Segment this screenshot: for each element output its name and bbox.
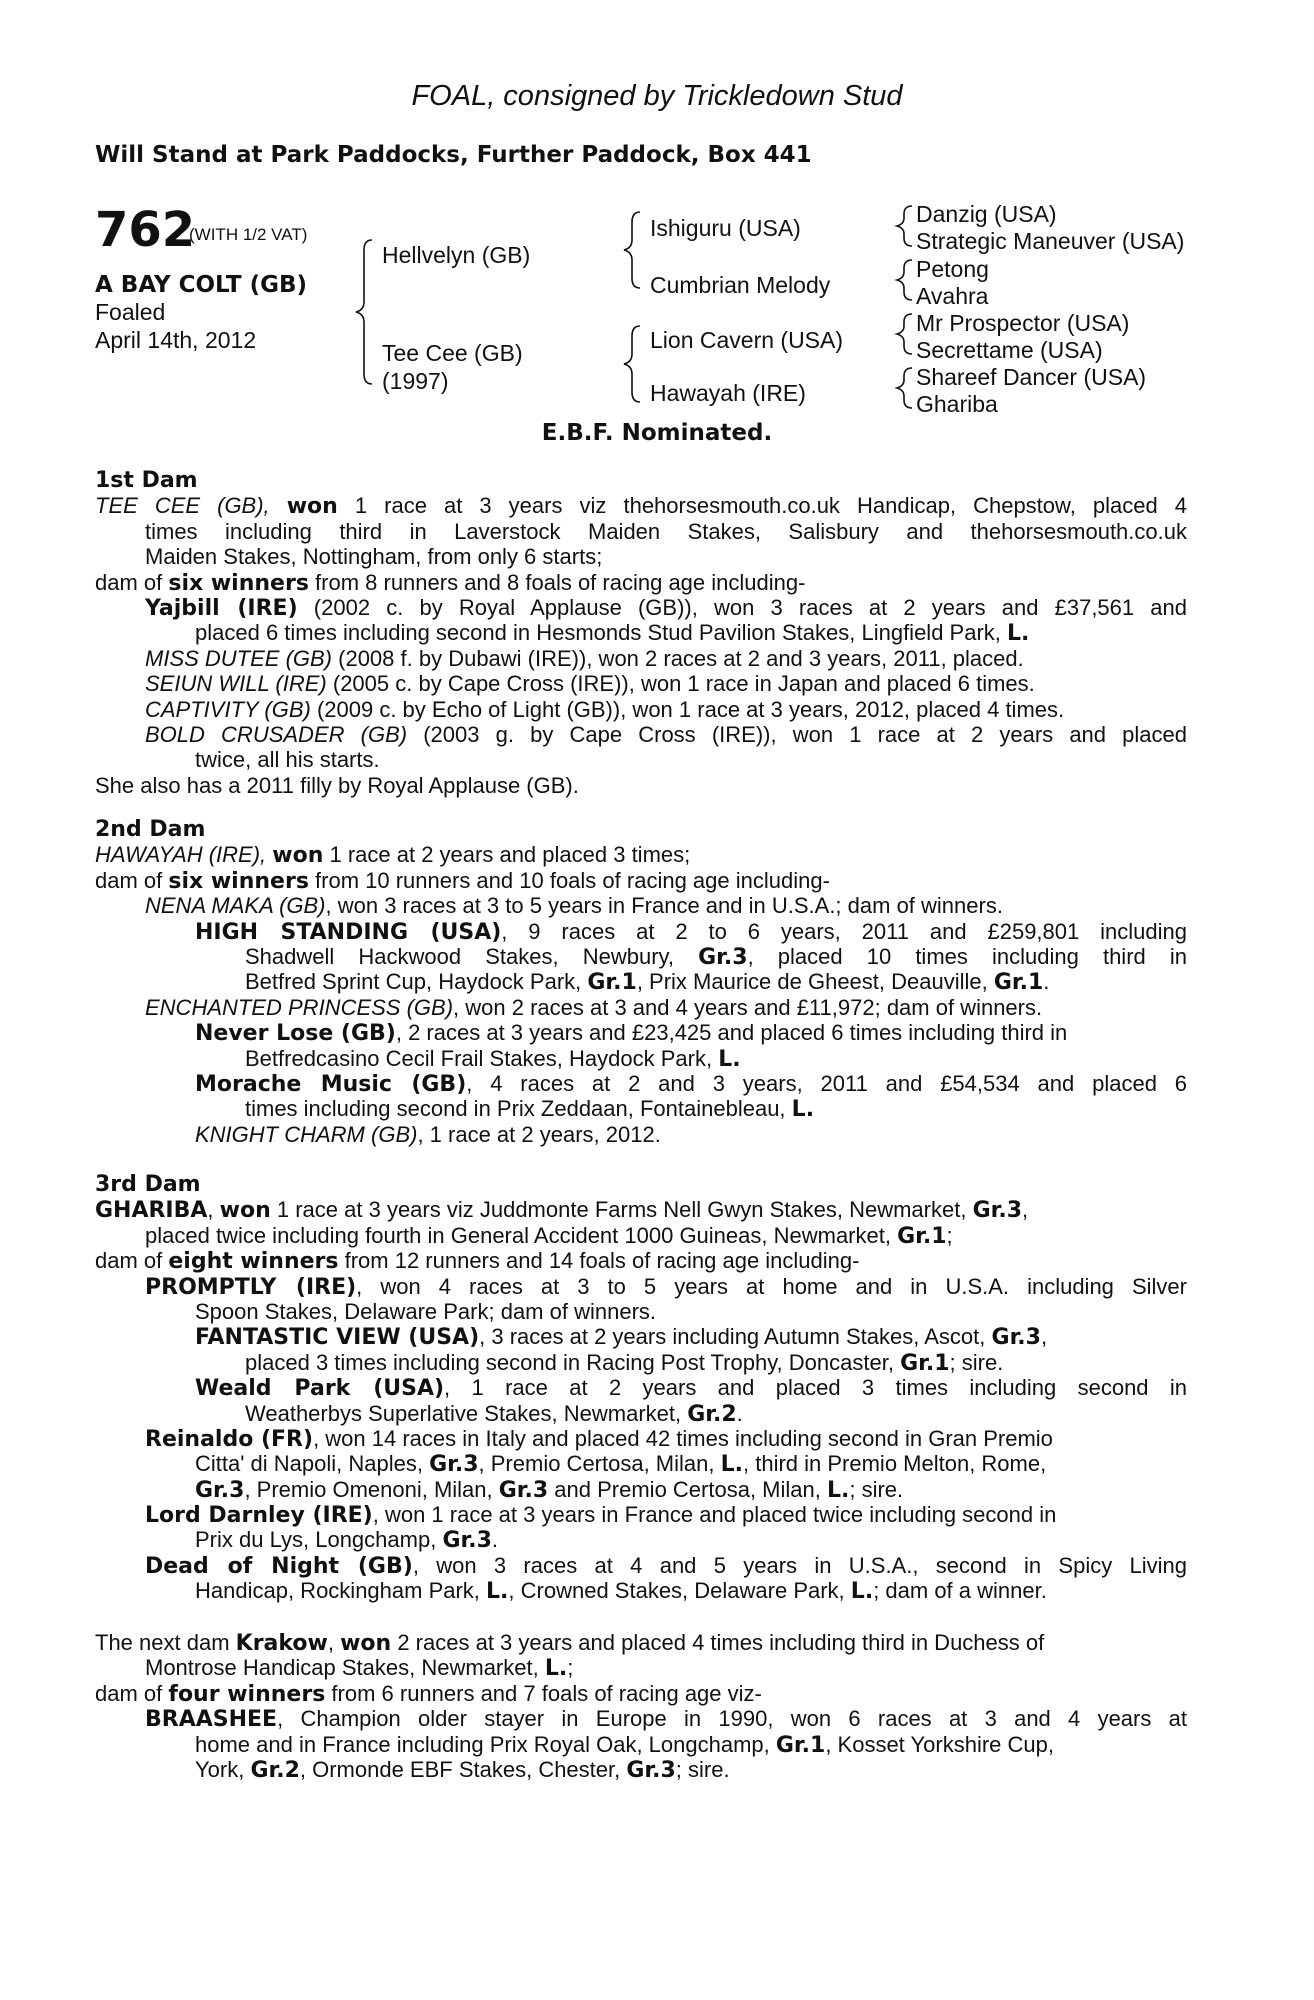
brace-g2 bbox=[897, 260, 912, 300]
third-dam-section bbox=[95, 1172, 1187, 1604]
next-dam-line: The next dam Krakow, won 2 races at 3 years and placed 4 times including third in Duchess of bbox=[95, 1630, 1045, 1656]
foaled-date: April 14th, 2012 bbox=[95, 327, 257, 353]
produce-line: times including second in Prix Zeddaan, Fontainebleau, L. bbox=[245, 1096, 815, 1123]
produce-line: Lord Darnley (IRE), won 1 race at 3 years in France and placed twice including second in bbox=[145, 1502, 1057, 1529]
produce-line: Citta' di Napoli, Naples, Gr.3, Premio Certosa, Milan, L., third in Premio Melton, Rome, bbox=[195, 1451, 1047, 1478]
pedigree-dam-year: (1997) bbox=[382, 368, 449, 394]
pedigree-sire-sire: Ishiguru (USA) bbox=[650, 215, 801, 241]
brace-parents bbox=[356, 240, 372, 384]
pedigree-g3: Petong bbox=[916, 256, 989, 282]
first-dam-note: She also has a 2011 filly by Royal Applause (GB). bbox=[95, 772, 579, 798]
pedigree-sire: Hellvelyn (GB) bbox=[382, 242, 531, 268]
first-dam-line: dam of six winners from 8 runners and 8 foals of racing age including- bbox=[95, 569, 806, 596]
produce-line: placed 3 times including second in Racing Post Trophy, Doncaster, Gr.1; sire. bbox=[245, 1349, 1004, 1376]
lot-description: A BAY COLT (GB) bbox=[95, 272, 308, 298]
first-dam-heading: 1st Dam bbox=[95, 468, 198, 493]
produce-line: Betfred Sprint Cup, Haydock Park, Gr.1, Prix Maurice de Gheest, Deauville, Gr.1. bbox=[245, 969, 1050, 996]
produce-line: BRAASHEE, Champion older stayer in Europe in 1990, won 6 races at 3 and 4 years at bbox=[145, 1706, 1187, 1733]
produce-line: Gr.3, Premio Omenoni, Milan, Gr.3 and Premio Certosa, Milan, L.; sire. bbox=[195, 1476, 904, 1503]
first-dam-line: TEE CEE (GB), won 1 race at 3 years viz thehorsesmouth.co.uk Handicap, Chepstow, placed 4 bbox=[95, 493, 1187, 520]
page-title: FOAL, consigned by Trickledown Stud bbox=[411, 80, 903, 112]
second-dam-line: dam of six winners from 10 runners and 10 foals of racing age including- bbox=[95, 867, 830, 894]
produce-line: placed 6 times including second in Hesmonds Stud Pavilion Stakes, Lingfield Park, L. bbox=[195, 620, 1030, 647]
produce-line: Dead of Night (GB), won 3 races at 4 and 5 years in U.S.A., second in Spicy Living bbox=[145, 1552, 1187, 1579]
produce-line: Handicap, Rockingham Park, L., Crowned Stakes, Delaware Park, L.; dam of a winner. bbox=[195, 1578, 1047, 1605]
produce-line: Spoon Stakes, Delaware Park; dam of winners. bbox=[195, 1298, 657, 1324]
brace-g1 bbox=[897, 206, 912, 246]
first-dam-line: times including third in Laverstock Maiden Stakes, Salisbury and thehorsesmouth.co.uk bbox=[145, 518, 1187, 544]
produce-line: PROMPTLY (IRE), won 4 races at 3 to 5 years at home and in U.S.A. including Silver bbox=[145, 1273, 1187, 1300]
produce-line: Betfredcasino Cecil Frail Stakes, Haydock Park, L. bbox=[245, 1045, 741, 1072]
produce-line: Morache Music (GB), 4 races at 2 and 3 years, 2011 and £54,534 and placed 6 bbox=[195, 1070, 1187, 1097]
standing-location: Will Stand at Park Paddocks, Further Paddock, Box 441 bbox=[95, 142, 812, 168]
pedigree-sire-dam: Cumbrian Melody bbox=[650, 272, 831, 298]
produce-line: Weald Park (USA), 1 race at 2 years and placed 3 times including second in bbox=[195, 1375, 1188, 1402]
third-dam-heading: 3rd Dam bbox=[95, 1172, 201, 1197]
produce-line: BOLD CRUSADER (GB) (2003 g. by Cape Cross (IRE)), won 1 race at 2 years and placed bbox=[145, 721, 1187, 747]
pedigree-g8: Ghariba bbox=[916, 391, 998, 417]
pedigree-g1: Danzig (USA) bbox=[916, 201, 1057, 227]
produce-line: York, Gr.2, Ormonde EBF Stakes, Chester, Gr.3; sire. bbox=[195, 1756, 730, 1783]
pedigree-g4: Avahra bbox=[916, 283, 989, 309]
first-dam-line: Maiden Stakes, Nottingham, from only 6 starts; bbox=[145, 544, 603, 570]
next-dam-line: Montrose Handicap Stakes, Newmarket, L.; bbox=[145, 1655, 574, 1682]
brace-dam bbox=[624, 326, 640, 402]
second-dam-line: HAWAYAH (IRE), won 1 race at 2 years and placed 3 times; bbox=[95, 842, 691, 869]
produce-line: ENCHANTED PRINCESS (GB), won 2 races at 3 and 4 years and £11,972; dam of winners. bbox=[145, 994, 1043, 1020]
produce-line: Prix du Lys, Longchamp, Gr.3. bbox=[195, 1527, 498, 1554]
lot-number: 762 bbox=[95, 202, 196, 258]
second-dam-heading: 2nd Dam bbox=[95, 817, 206, 842]
ebf-nominated: E.B.F. Nominated. bbox=[541, 420, 773, 446]
produce-line: Weatherbys Superlative Stakes, Newmarket, Gr.2. bbox=[245, 1400, 743, 1427]
third-dam-line: GHARIBA, won 1 race at 3 years viz Juddmonte Farms Nell Gwyn Stakes, Newmarket, Gr.3, bbox=[95, 1197, 1029, 1224]
produce-line: Yajbill (IRE) (2002 c. by Royal Applause (GB)), won 3 races at 2 years and £37,561 and bbox=[145, 594, 1187, 621]
pedigree-dam-sire: Lion Cavern (USA) bbox=[650, 327, 844, 353]
produce-line: CAPTIVITY (GB) (2009 c. by Echo of Light (GB)), won 1 race at 3 years, 2012, placed 4 times. bbox=[145, 696, 1065, 722]
brace-g4 bbox=[897, 368, 912, 408]
produce-line: SEIUN WILL (IRE) (2005 c. by Cape Cross (IRE)), won 1 race in Japan and placed 6 times. bbox=[145, 671, 1035, 697]
pedigree-g6: Secrettame (USA) bbox=[916, 337, 1103, 363]
produce-line: Reinaldo (FR), won 14 races in Italy and placed 42 times including second in Gran Premio bbox=[145, 1425, 1053, 1452]
produce-line: Shadwell Hackwood Stakes, Newbury, Gr.3, placed 10 times including third in bbox=[245, 943, 1187, 970]
second-dam-section bbox=[95, 817, 1187, 1147]
produce-line: NENA MAKA (GB), won 3 races at 3 to 5 years in France and in U.S.A.; dam of winners. bbox=[145, 893, 1003, 919]
produce-line: Never Lose (GB), 2 races at 3 years and £23,425 and placed 6 times including third in bbox=[195, 1020, 1068, 1047]
first-dam-section bbox=[95, 468, 1187, 798]
produce-line: home and in France including Prix Royal Oak, Longchamp, Gr.1, Kosset Yorkshire Cup, bbox=[195, 1731, 1054, 1758]
produce-line: FANTASTIC VIEW (USA), 3 races at 2 years including Autumn Stakes, Ascot, Gr.3, bbox=[195, 1324, 1048, 1351]
pedigree-dam-dam: Hawayah (IRE) bbox=[650, 380, 806, 406]
produce-line: KNIGHT CHARM (GB), 1 race at 2 years, 2012. bbox=[195, 1121, 661, 1147]
produce-line: HIGH STANDING (USA), 9 races at 2 to 6 years, 2011 and £259,801 including bbox=[195, 918, 1187, 945]
pedigree-g5: Mr Prospector (USA) bbox=[916, 310, 1130, 336]
lot-vat: (WITH 1/2 VAT) bbox=[189, 225, 308, 244]
pedigree-dam: Tee Cee (GB) bbox=[382, 340, 523, 366]
brace-g3 bbox=[897, 314, 912, 354]
brace-sire bbox=[624, 212, 640, 288]
third-dam-line: dam of eight winners from 12 runners and 14 foals of racing age including- bbox=[95, 1248, 860, 1275]
next-dam-line: dam of four winners from 6 runners and 7 foals of racing age viz- bbox=[95, 1680, 762, 1707]
produce-line: MISS DUTEE (GB) (2008 f. by Dubawi (IRE)), won 2 races at 2 and 3 years, 2011, placed. bbox=[145, 645, 1024, 671]
next-dam-section bbox=[95, 1630, 1187, 1782]
pedigree-g7: Shareef Dancer (USA) bbox=[916, 364, 1147, 390]
produce-line: twice, all his starts. bbox=[195, 747, 380, 773]
third-dam-line: placed twice including fourth in General Accident 1000 Guineas, Newmarket, Gr.1; bbox=[145, 1222, 953, 1249]
pedigree-g2: Strategic Maneuver (USA) bbox=[916, 228, 1185, 254]
foaled-label: Foaled bbox=[95, 299, 166, 325]
